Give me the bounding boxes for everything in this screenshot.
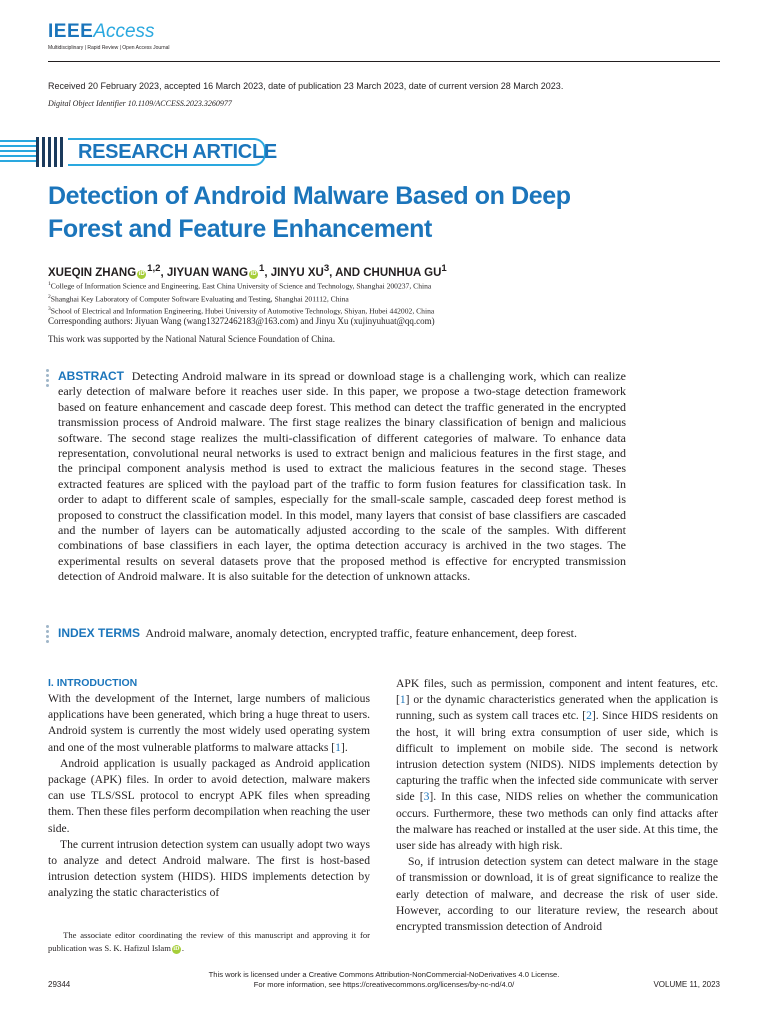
corresponding-authors: Corresponding authors: Jiyuan Wang (wang13272462183@163.com) and Jinyu Xu (xujinyuhuat@qq.com) [48,316,435,326]
citation-link[interactable]: 2 [586,709,592,723]
orcid-icon[interactable]: iD [173,946,180,952]
article-type-label: RESEARCH ARTICLE [78,141,277,163]
author-name: AND CHUNHUA GU [335,266,442,279]
author-affiliation-number: 1,2 [147,263,161,274]
affiliation-item: $^2$Shanghai Key Laboratory of Computer Software Evaluating and Testing, Shanghai 201112, China [48,293,349,304]
abstract-label: ABSTRACT [58,369,124,383]
citation-link[interactable]: 1 [335,740,341,754]
affiliation-item: $^3$School of Electrical and Information Engineering, Hubei University of Automotive Technology, Shiyan, Hubei 442002, China [48,306,435,316]
affiliation-item: $^1$College of Information Science and Engineering, East China University of Science and Technology, Shanghai 200237, China [48,281,432,291]
orcid-icon[interactable]: iD [138,270,145,277]
logo-access: Access [93,21,155,42]
paragraph: So, if intrusion detection system can detect malware in the stage of transmission or download, it is of great significance to realize the early detection of malware, and decrease the risk of user side. However, according to our literature review, the research about encrypted transmission detection of Android [396,855,718,934]
paragraph: APK files, such as permission, component and intent features, etc. [1] or the dynamic characteristics generated when the application is running, such as system call traces etc. [2]. Since HIDS residents on the host, it will bring extra consumption of user side, which is difficult to implement on mobile side. The second is network intrusion detection system (NIDS). NIDS implements detection by capturing the traffic when the infected side communicate with server side [3]. In this case, NIDS relies on whether the communication occurs. Furthermore, these two methods can only find attacks after the malware has reached or installed at the user side. At this time, the user side has already with high risk. [396,677,719,853]
logo-ieee: IEEE [48,21,94,42]
index-terms-text: Android malware, anomaly detection, encrypted traffic, feature enhancement, deep forest. [145,626,577,640]
author-affiliation-number: 1 [259,263,265,274]
decorative-dots-icon [46,625,50,645]
decorative-dots-icon [46,369,50,389]
orcid-icon[interactable]: iD [250,270,257,277]
paragraph: With the development of the Internet, large numbers of malicious applications have been generated, which bring a huge threat to users. Android system is currently the most widely used operating system and one of the most vulnerable platforms to malware attacks [1]. [48,692,370,754]
volume-label: VOLUME 11, 2023 [653,980,720,989]
paragraph: The current intrusion detection system can usually adopt two ways to analyze and detect Android malware. The first is host-based intrusion detection system (HIDS). HIDS implements detection by analyzing the static characteristics of [48,837,370,900]
editor-footnote: The associate editor coordinating the review of this manuscript and approving it for publication was S. K. Hafizul Islam iD . [48,930,370,953]
abstract [58,369,626,585]
author-name: XUEQIN ZHANG [48,266,137,279]
funding-note: This work was supported by the National Natural Science Foundation of China. [48,334,335,344]
index-terms [58,625,658,641]
citation-link[interactable]: 1 [399,693,406,707]
section-heading: I. INTRODUCTION [48,677,138,689]
header-rule [48,61,720,62]
index-terms-label: INDEX TERMS [58,626,141,640]
body-left-column [48,691,370,902]
received-dates: Received 20 February 2023, accepted 16 March 2023, date of publication 23 March 2023, date of current version 28 March 2023. [48,81,564,91]
page-number: 29344 [48,980,71,989]
citation-link[interactable]: 3 [423,790,430,804]
author-affiliation-number: 3 [323,263,330,274]
logo-tagline: Multidisciplinary | Rapid Review | Open Access Journal [48,45,170,51]
banner-bars [36,137,70,167]
journal-logo [48,22,155,42]
doi[interactable]: Digital Object Identifier 10.1109/ACCESS.2023.3260977 [48,99,232,108]
author-name: JINYU XU [270,266,324,279]
affiliations [48,279,434,317]
abstract-text: Detecting Android malware in its spread or download stage is a challenging work, which can realize early detection of malware before it reaches user side. In this paper, we propose a two-stage detection framework based on feature enhancement and cascade deep forest. This method can detect the traffic generated in the encrypted transmission process of Android malware. The first stage realizes the binary classification of benign and malicious software. The second stage realizes the multi-classification of different categories of malware. To enhance data representation, convolutional neural networks is used to extract benign and malicious features in the first stage, and the principal component analysis method is used to extract the malicious features in the second stage. Theses extracted features are spliced with the payload part of the traffic to form fusion features for classification task. In order to adapt to different scale of samples, especially for the small-scale sample, cascaded deep forest method is proposed to construct the classification model. In this model, many layers that consist of base classifiers are cascaded and the number of layers can be automatically adjusted according to the scale of the samples. With different combinations of base classifiers in each layer, the optima detection accuracy is archived in the two stages. The experimental results on several datasets prove that the proposed method is effective for encrypted transmission detection of Android malware. It is also suitable for the detection of unknown attacks. [58,369,626,584]
body-right-column [396,676,718,935]
author-affiliation-number: 1 [441,263,447,274]
license-link[interactable]: For more information, see https://creativecommons.org/licenses/by-nc-nd/4.0/ [253,980,515,989]
license-line: This work is licensed under a Creative Commons Attribution-NonCommercial-NoDerivatives 4.0 License. [208,970,560,979]
author-name: JIYUAN WANG [166,266,249,279]
paragraph: Android application is usually packaged as Android application package (APK) files. In order to avoid detection, malware makers can use TLS/SSL protocol to encrypt APK files when spreading them. Then these files perform decompilation when reaching the user side. [48,756,370,835]
article-title: Detection of Android Malware Based on Deep Forest and Feature Enhancement [48,182,571,243]
author-list: XUEQIN ZHANG iD $^{1,2}$, JIYUAN WANG iD $^1$, JINYU $XU^3$, AND CHUNHUA $GU^1$ [48,263,447,279]
